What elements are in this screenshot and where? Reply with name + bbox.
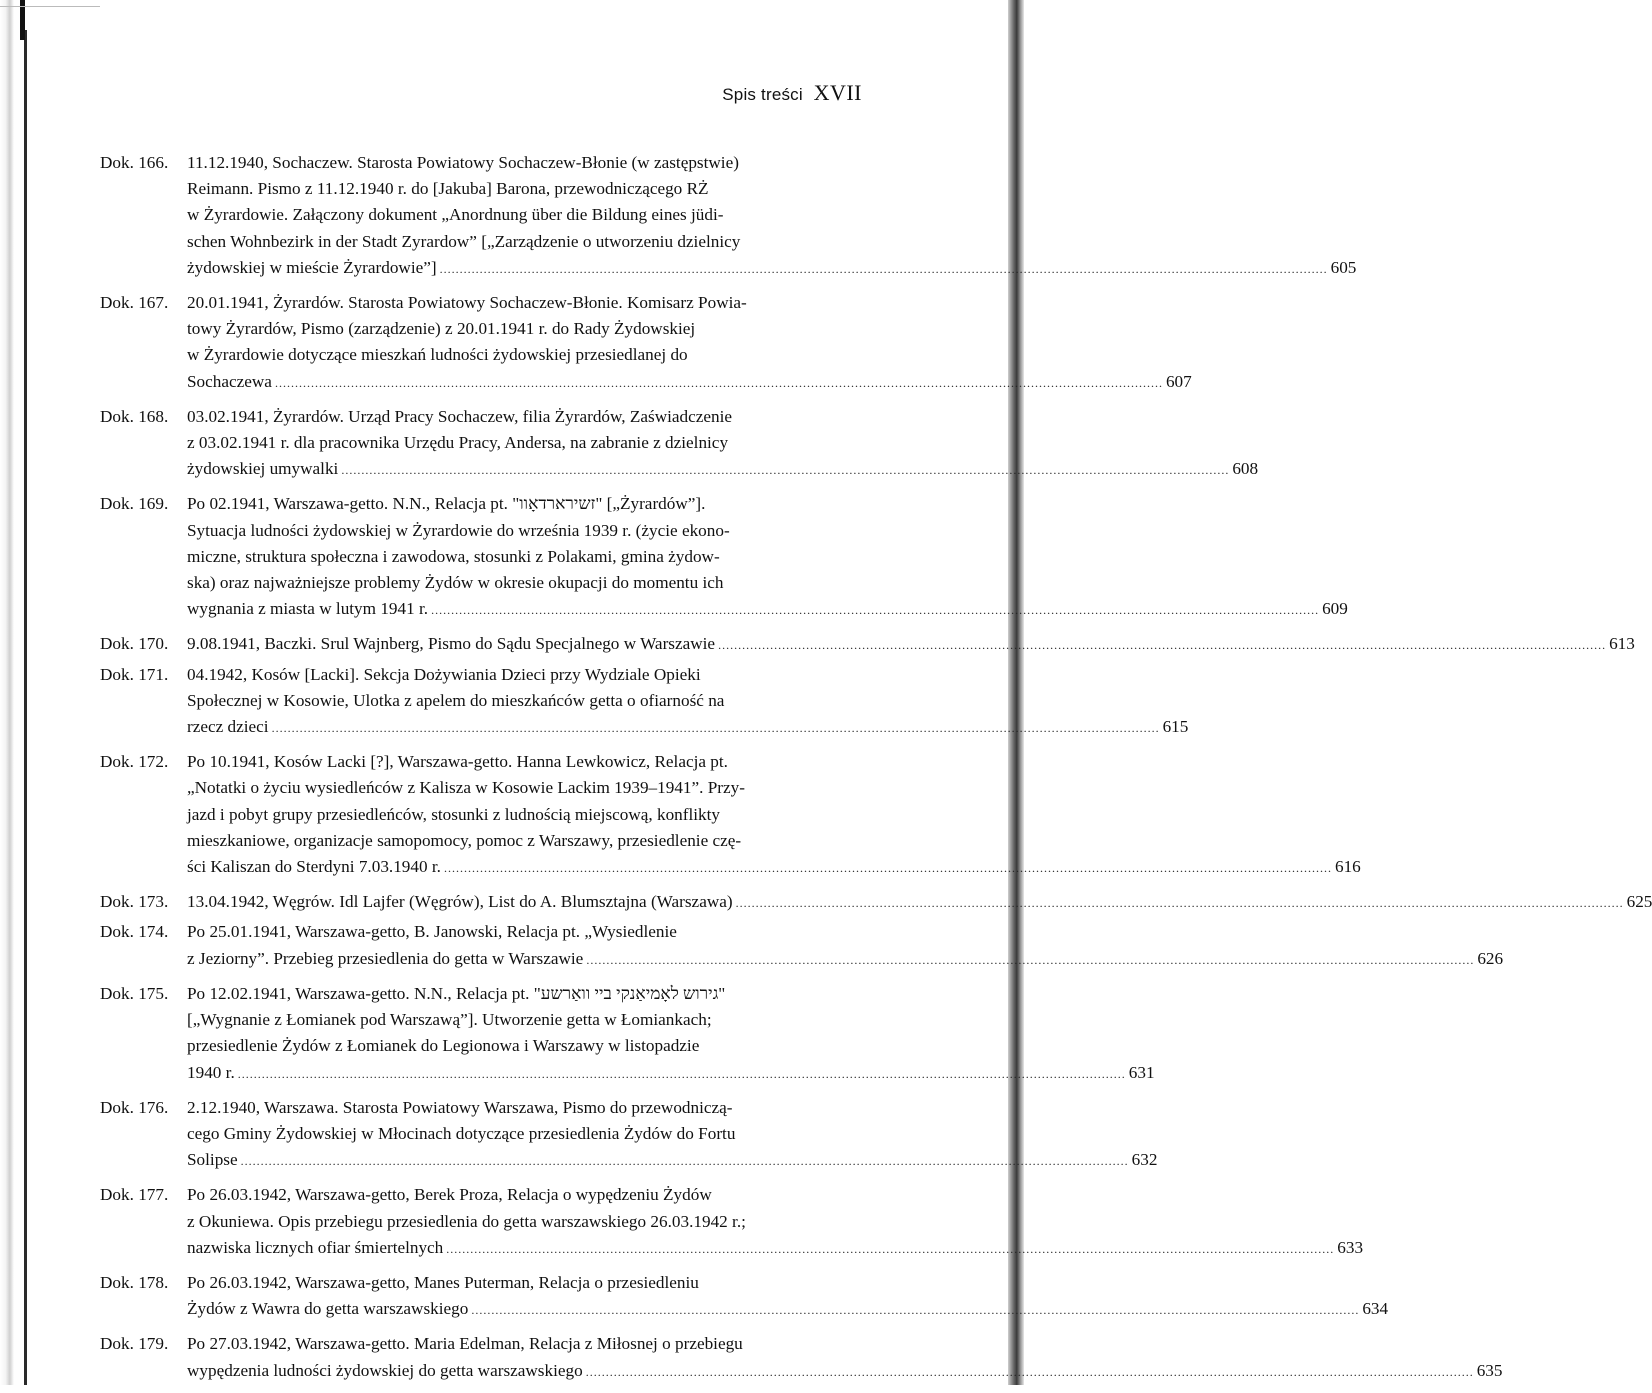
toc-entry-doc-number: Dok. 178.	[100, 1272, 169, 1292]
toc-entry-line: żydowskiej w mieście Żyrardowie”]	[187, 257, 437, 277]
toc-entry-line: Solipse	[187, 1150, 238, 1170]
toc-entry-page-number: 613	[1609, 634, 1635, 654]
toc-entry-last-line	[187, 1235, 1363, 1262]
toc-entry-line: z Jeziorny”. Przebieg przesiedlenia do getta w Warszawie	[187, 948, 584, 968]
toc-entry-doc-number: Dok. 166.	[100, 153, 169, 172]
toc-entry	[100, 491, 1348, 623]
toc-entry-line: Po 27.03.1942, Warszawa-getto. Maria Edelman, Relacja z Miłosnej o przebiegu	[187, 1334, 743, 1354]
toc-entry-last-line	[187, 255, 1356, 282]
toc-entry	[100, 631, 1635, 658]
toc-entry-line: Sochaczewa	[187, 371, 272, 391]
table-of-contents	[100, 150, 1652, 1393]
toc-entry-line: 9.08.1941, Baczki. Srul Wajnberg, Pismo do Sądu Specjalnego w Warszawie	[187, 634, 716, 654]
toc-entry-line: 2.12.1940, Warszawa. Starosta Powiatowy Warszawa, Pismo do przewodniczą-	[187, 1097, 733, 1117]
toc-entry-line: Żydów z Wawra do getta warszawskiego	[187, 1299, 469, 1319]
scan-top-rule	[0, 6, 100, 7]
toc-entry-last-line	[187, 889, 1652, 916]
toc-entry-line: Społecznej w Kosowie, Ulotka z apelem do mieszkańców getta o ofiarność na	[187, 690, 725, 710]
toc-entry-doc-number: Dok. 168.	[100, 406, 169, 426]
toc-entry-description	[187, 1095, 1157, 1175]
toc-entry	[100, 749, 1361, 881]
toc-entry-line: ści Kaliszan do Sterdyni 7.03.1940 r.	[187, 857, 441, 877]
toc-entry-line: żydowskiej umywalki	[187, 459, 339, 479]
toc-entry-line: 1940 r.	[187, 1062, 235, 1082]
toc-entry-line: z 03.02.1941 r. dla pracownika Urzędu Pracy, Andersa, na zabranie z dzielnicy	[187, 433, 729, 453]
toc-entry-page-number: 633	[1337, 1237, 1364, 1257]
dot-leader	[431, 597, 1319, 623]
toc-entry-last-line	[187, 946, 1503, 973]
toc-entry-doc-number: Dok. 177.	[100, 1185, 169, 1205]
toc-entry-last-line	[187, 1060, 1155, 1087]
toc-entry	[100, 919, 1504, 972]
toc-entry-line: 03.02.1941, Żyrardów. Urząd Pracy Sochaczew, filia Żyrardów, Zaświadczenie	[187, 406, 733, 426]
toc-entry	[100, 1331, 1503, 1384]
toc-entry-line: Reimann. Pismo z 11.12.1940 r. do [Jakuba] Barona, przewodniczącego RŻ	[187, 179, 709, 199]
toc-entry-line: towy Żyrardów, Pismo (zarządzenie) z 20.01.1941 r. do Rady Żydowskiej	[187, 319, 696, 339]
toc-entry-last-line	[187, 1147, 1157, 1174]
toc-entry-page-number: 615	[1162, 717, 1189, 737]
scan-edge-left	[0, 0, 14, 1385]
toc-entry-line: wypędzenia ludności żydowskiej do getta warszawskiego	[187, 1360, 583, 1380]
running-head-title: Spis treści	[722, 85, 803, 104]
toc-entry-line: Po 25.01.1941, Warszawa-getto, B. Janowski, Relacja pt. „Wysiedlenie	[187, 922, 677, 942]
toc-entry-line: w Żyrardowie dotyczące mieszkań ludności żydowskiej przesiedlanej do	[187, 345, 688, 365]
toc-entry-last-line	[187, 1296, 1388, 1323]
dot-leader	[241, 1148, 1129, 1174]
toc-entry-description	[187, 889, 1652, 916]
toc-entry-last-line	[187, 456, 1258, 483]
toc-entry	[100, 290, 1192, 396]
toc-entry-page-number: 608	[1232, 459, 1259, 479]
toc-entry-doc-number: Dok. 174.	[100, 922, 169, 942]
toc-entry-description	[187, 749, 1361, 881]
toc-entry-line: 13.04.1942, Węgrów. Idl Lajfer (Węgrów), List do A. Blumsztajna (Warszawa)	[187, 892, 733, 912]
toc-entry-line: w Żyrardowie. Załączony dokument „Anordnung über die Bildung eines jüdi-	[187, 205, 724, 225]
toc-entry-last-line	[187, 631, 1635, 658]
toc-entry-last-line	[187, 596, 1348, 623]
toc-entry-doc-number: Dok. 172.	[100, 752, 169, 772]
toc-entry-page-number: 609	[1322, 599, 1348, 619]
toc-entry	[100, 981, 1155, 1087]
toc-entry-page-number: 605	[1330, 257, 1357, 277]
toc-entry-doc-number: Dok. 169.	[100, 494, 169, 514]
dot-leader	[275, 370, 1163, 396]
dot-leader	[272, 715, 1160, 741]
toc-entry-description	[187, 150, 1356, 282]
toc-entry-last-line	[187, 714, 1188, 741]
toc-entry-line: jazd i pobyt grupy przesiedleńców, stosunki z ludnością miejscową, konflikty	[187, 804, 721, 824]
toc-entry-line: przesiedlenie Żydów z Łomianek do Legionowa i Warszawy w listopadzie	[187, 1036, 700, 1056]
toc-entry-line: 11.12.1940, Sochaczew. Starosta Powiatowy Sochaczew-Błonie (w zastępstwie)	[187, 153, 739, 172]
scan-binding-line	[24, 30, 27, 1385]
running-head	[722, 80, 862, 106]
toc-entry-doc-number: Dok. 173.	[100, 892, 169, 912]
toc-entry-line: mieszkaniowe, organizacje samopomocy, pomoc z Warszawy, przesiedlenie czę-	[187, 830, 742, 850]
toc-entry-last-line	[187, 369, 1192, 396]
toc-entry-line: Po 12.02.1941, Warszawa-getto. N.N., Relacja pt. "גירוש לאָמיאַנקי ביי וואַרשע"	[187, 983, 726, 1003]
dot-leader	[444, 855, 1332, 881]
toc-entry-description	[187, 404, 1258, 484]
dot-leader	[446, 1236, 1334, 1262]
toc-entry-page-number: 635	[1476, 1360, 1503, 1380]
toc-entry-line: z Okuniewa. Opis przebiegu przesiedlenia do getta warszawskiego 26.03.1942 r.;	[187, 1211, 746, 1231]
toc-entry-description	[187, 1331, 1502, 1384]
toc-entry-line: 20.01.1941, Żyrardów. Starosta Powiatowy Sochaczew-Błonie. Komisarz Powia-	[187, 293, 747, 313]
toc-entry-description	[187, 981, 1155, 1087]
toc-entry-page-number: 625	[1626, 892, 1652, 912]
toc-entry	[100, 1270, 1389, 1323]
toc-entry-line: nazwiska licznych ofiar śmiertelnych	[187, 1237, 444, 1257]
toc-entry-description	[187, 491, 1348, 623]
toc-entry-line: rzecz dzieci	[187, 717, 269, 737]
toc-entry-last-line	[187, 1358, 1502, 1385]
toc-entry-description	[187, 290, 1192, 396]
toc-entry-page-number: 626	[1477, 948, 1504, 968]
toc-entry	[100, 404, 1259, 484]
toc-entry-doc-number: Dok. 167.	[100, 293, 169, 313]
dot-leader	[440, 256, 1328, 282]
toc-entry-description	[187, 919, 1503, 972]
toc-entry-doc-number: Dok. 171.	[100, 664, 169, 684]
toc-entry-line: [„Wygnanie z Łomianek pod Warszawą”]. Utworzenie getta w Łomiankach;	[187, 1010, 712, 1030]
toc-entry	[100, 1095, 1158, 1175]
toc-entry-line: 04.1942, Kosów [Lacki]. Sekcja Dożywiania Dzieci przy Wydziale Opieki	[187, 664, 701, 684]
dot-leader	[736, 890, 1624, 916]
toc-entry-description	[187, 1182, 1363, 1262]
toc-entry-line: ska) oraz najważniejsze problemy Żydów w okresie okupacji do momentu ich	[187, 573, 724, 593]
toc-entry-line: Po 26.03.1942, Warszawa-getto, Manes Puterman, Relacja o przesiedleniu	[187, 1272, 699, 1292]
dot-leader	[471, 1297, 1359, 1323]
toc-entry-line: Po 02.1941, Warszawa-getto. N.N., Relacja pt. "זשירארדאָוו" [„Żyrardów”].	[187, 494, 706, 514]
toc-entry-last-line	[187, 854, 1361, 881]
toc-entry-line: „Notatki o życiu wysiedleńców z Kalisza w Kosowie Lackim 1939–1941”. Przy-	[187, 778, 745, 798]
toc-entry-page-number: 634	[1362, 1299, 1389, 1319]
toc-entry-line: Sytuacja ludności żydowskiej w Żyrardowie do września 1939 r. (życie ekono-	[187, 520, 730, 540]
toc-entry	[100, 889, 1652, 916]
toc-entry-line: schen Wohnbezirk in der Stadt Zyrardow” [„Zarządzenie o utworzeniu dzielnicy	[187, 231, 741, 251]
toc-entry-description	[187, 1270, 1388, 1323]
dot-leader	[238, 1061, 1126, 1087]
toc-entry-doc-number: Dok. 179.	[100, 1334, 169, 1354]
dot-leader	[586, 947, 1474, 973]
toc-entry-line: miczne, struktura społeczna i zawodowa, stosunki z Polakami, gmina żydow-	[187, 546, 720, 566]
toc-entry-page-number: 632	[1131, 1150, 1158, 1170]
toc-entry	[100, 150, 1357, 282]
toc-entry-doc-number: Dok. 175.	[100, 983, 169, 1003]
running-head-page-number: XVII	[813, 80, 862, 105]
toc-entry-page-number: 616	[1334, 857, 1361, 877]
toc-entry-line: Po 10.1941, Kosów Lacki [?], Warszawa-getto. Hanna Lewkowicz, Relacja pt.	[187, 752, 728, 772]
toc-entry-line: Po 26.03.1942, Warszawa-getto, Berek Proza, Relacja o wypędzeniu Żydów	[187, 1185, 712, 1205]
toc-entry	[100, 1182, 1364, 1262]
dot-leader	[586, 1359, 1474, 1385]
toc-entry-page-number: 631	[1128, 1062, 1155, 1082]
toc-entry-description	[187, 631, 1635, 658]
toc-entry-doc-number: Dok. 176.	[100, 1097, 169, 1117]
dot-leader	[718, 632, 1606, 658]
toc-entry-doc-number: Dok. 170.	[100, 634, 169, 654]
toc-entry-description	[187, 662, 1188, 742]
dot-leader	[341, 457, 1229, 483]
toc-entry-line: cego Gminy Żydowskiej w Młocinach dotyczące przesiedlenia Żydów do Fortu	[187, 1123, 736, 1143]
toc-entry	[100, 662, 1189, 742]
toc-entry-page-number: 607	[1165, 371, 1192, 391]
toc-entry-line: wygnania z miasta w lutym 1941 r.	[187, 599, 429, 619]
